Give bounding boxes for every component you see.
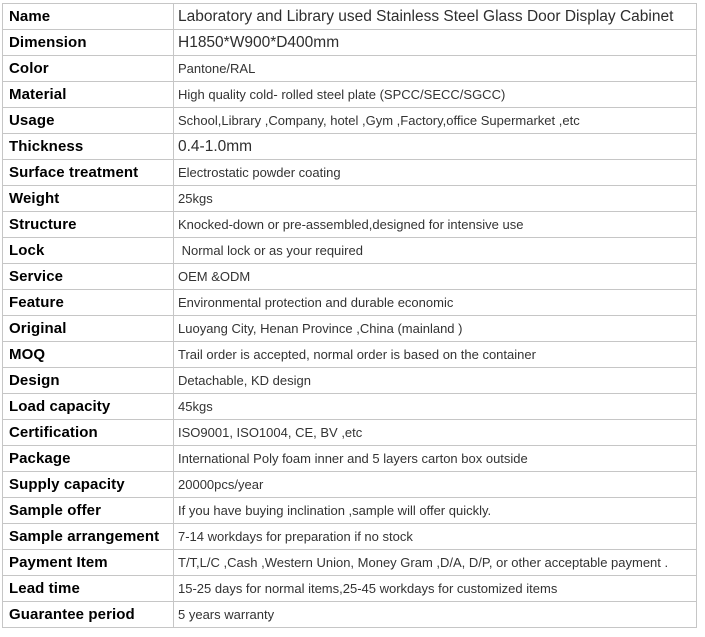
spec-row [3, 212, 697, 238]
spec-label: Weight [3, 186, 174, 212]
spec-label: Material [3, 82, 174, 108]
spec-value: Knocked-down or pre-assembled,designed for intensive use [174, 212, 697, 238]
spec-label: Guarantee period [3, 602, 174, 628]
spec-row [3, 368, 697, 394]
spec-row [3, 264, 697, 290]
spec-label: Color [3, 56, 174, 82]
spec-value: Detachable, KD design [174, 368, 697, 394]
spec-row [3, 498, 697, 524]
spec-value: OEM &ODM [174, 264, 697, 290]
spec-row [3, 446, 697, 472]
spec-row [3, 290, 697, 316]
spec-row [3, 550, 697, 576]
spec-value: Trail order is accepted, normal order is based on the container [174, 342, 697, 368]
spec-value: School,Library ,Company, hotel ,Gym ,Factory,office Supermarket ,etc [174, 108, 697, 134]
spec-row [3, 420, 697, 446]
spec-value: International Poly foam inner and 5 layers carton box outside [174, 446, 697, 472]
spec-label: Lead time [3, 576, 174, 602]
spec-row [3, 134, 697, 160]
spec-row [3, 160, 697, 186]
spec-value: H1850*W900*D400mm [174, 30, 697, 56]
spec-label: Design [3, 368, 174, 394]
spec-value: 20000pcs/year [174, 472, 697, 498]
spec-label: Thickness [3, 134, 174, 160]
spec-value: High quality cold- rolled steel plate (SPCC/SECC/SGCC) [174, 82, 697, 108]
spec-label: Dimension [3, 30, 174, 56]
spec-label: Package [3, 446, 174, 472]
spec-label: Surface treatment [3, 160, 174, 186]
spec-label: Sample offer [3, 498, 174, 524]
spec-row [3, 108, 697, 134]
spec-value: T/T,L/C ,Cash ,Western Union, Money Gram ,D/A, D/P, or other acceptable payment . [174, 550, 697, 576]
spec-label: Payment Item [3, 550, 174, 576]
spec-row [3, 524, 697, 550]
spec-label: Original [3, 316, 174, 342]
spec-value: 7-14 workdays for preparation if no stock [174, 524, 697, 550]
spec-label: Certification [3, 420, 174, 446]
spec-row [3, 82, 697, 108]
spec-row [3, 394, 697, 420]
spec-label: Load capacity [3, 394, 174, 420]
spec-label: Sample arrangement [3, 524, 174, 550]
spec-row [3, 238, 697, 264]
spec-value: Normal lock or as your required [174, 238, 697, 264]
spec-label: Feature [3, 290, 174, 316]
spec-value: 5 years warranty [174, 602, 697, 628]
spec-label: Lock [3, 238, 174, 264]
spec-value: 0.4-1.0mm [174, 134, 697, 160]
spec-row [3, 56, 697, 82]
spec-value: 45kgs [174, 394, 697, 420]
spec-value: 15-25 days for normal items,25-45 workdays for customized items [174, 576, 697, 602]
spec-value: Laboratory and Library used Stainless Steel Glass Door Display Cabinet [174, 4, 697, 30]
spec-value: Electrostatic powder coating [174, 160, 697, 186]
spec-value: 25kgs [174, 186, 697, 212]
spec-row [3, 602, 697, 628]
spec-row [3, 30, 697, 56]
spec-label: Name [3, 4, 174, 30]
product-spec-table [2, 3, 697, 628]
spec-row [3, 576, 697, 602]
spec-row [3, 472, 697, 498]
spec-label: Supply capacity [3, 472, 174, 498]
spec-row [3, 186, 697, 212]
spec-row [3, 4, 697, 30]
spec-value: If you have buying inclination ,sample will offer quickly. [174, 498, 697, 524]
spec-value: Luoyang City, Henan Province ,China (mainland ) [174, 316, 697, 342]
spec-value: ISO9001, ISO1004, CE, BV ,etc [174, 420, 697, 446]
spec-label: MOQ [3, 342, 174, 368]
spec-value: Environmental protection and durable economic [174, 290, 697, 316]
spec-row [3, 316, 697, 342]
spec-row [3, 342, 697, 368]
spec-label: Usage [3, 108, 174, 134]
spec-table-body [3, 4, 697, 628]
spec-label: Structure [3, 212, 174, 238]
spec-value: Pantone/RAL [174, 56, 697, 82]
spec-label: Service [3, 264, 174, 290]
